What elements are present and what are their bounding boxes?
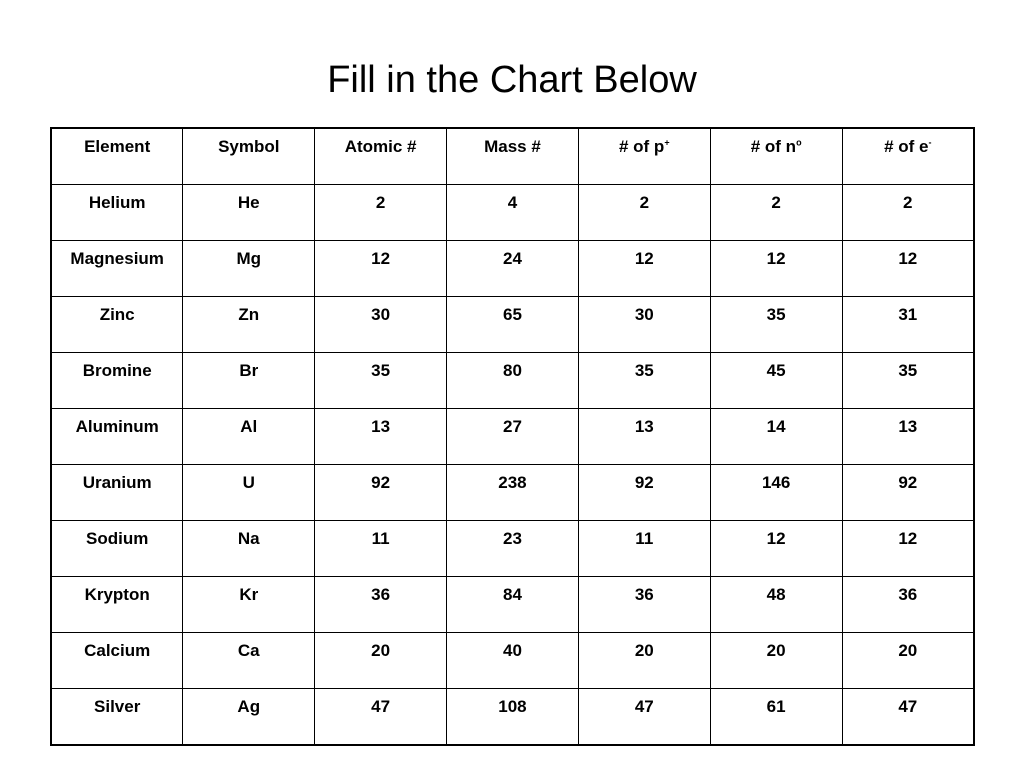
cell-symbol: U [183,465,315,521]
table-row [51,465,974,521]
cell-symbol: Ag [183,689,315,746]
cell-protons: 47 [578,689,710,746]
header-label: Symbol [218,137,280,156]
header-neutrons [710,128,842,185]
cell-element: Zinc [51,297,183,353]
header-label: Atomic # [344,137,417,156]
header-label: Element [84,137,151,156]
header-symbol [183,128,315,185]
cell-element: Sodium [51,521,183,577]
cell-atomic-number: 11 [315,521,447,577]
header-label: Mass # [484,137,541,156]
header-label: # of e [884,137,929,156]
cell-element: Aluminum [51,409,183,465]
cell-atomic-number: 2 [315,185,447,241]
cell-mass-number: 108 [447,689,579,746]
cell-atomic-number: 13 [315,409,447,465]
header-superscript: o [796,137,802,148]
cell-element: Helium [51,185,183,241]
cell-mass-number: 23 [447,521,579,577]
cell-electrons: 12 [842,521,974,577]
cell-protons: 11 [578,521,710,577]
cell-protons: 35 [578,353,710,409]
cell-element: Uranium [51,465,183,521]
cell-atomic-number: 20 [315,633,447,689]
cell-symbol: Ca [183,633,315,689]
cell-neutrons: 48 [710,577,842,633]
cell-symbol: He [183,185,315,241]
cell-symbol: Zn [183,297,315,353]
cell-symbol: Br [183,353,315,409]
cell-neutrons: 2 [710,185,842,241]
header-element [51,128,183,185]
header-superscript: - [928,137,932,148]
cell-element: Calcium [51,633,183,689]
cell-protons: 12 [578,241,710,297]
header-atomic-number [315,128,447,185]
cell-electrons: 36 [842,577,974,633]
cell-neutrons: 12 [710,241,842,297]
cell-protons: 36 [578,577,710,633]
cell-symbol: Na [183,521,315,577]
cell-electrons: 13 [842,409,974,465]
table-row [51,241,974,297]
cell-mass-number: 238 [447,465,579,521]
cell-mass-number: 84 [447,577,579,633]
cell-neutrons: 146 [710,465,842,521]
cell-neutrons: 45 [710,353,842,409]
cell-symbol: Kr [183,577,315,633]
table-row [51,353,974,409]
cell-protons: 2 [578,185,710,241]
cell-atomic-number: 36 [315,577,447,633]
cell-protons: 20 [578,633,710,689]
table-row [51,185,974,241]
cell-symbol: Mg [183,241,315,297]
header-label: # of n [750,137,797,156]
table-row [51,297,974,353]
cell-electrons: 2 [842,185,974,241]
page-title: Fill in the Chart Below [327,59,697,101]
table-body [51,185,974,746]
header-superscript: + [664,137,670,148]
cell-element: Silver [51,689,183,746]
cell-atomic-number: 92 [315,465,447,521]
cell-protons: 13 [578,409,710,465]
cell-mass-number: 24 [447,241,579,297]
cell-electrons: 35 [842,353,974,409]
cell-protons: 92 [578,465,710,521]
header-label: # of p [618,137,665,156]
cell-element: Magnesium [51,241,183,297]
cell-protons: 30 [578,297,710,353]
header-protons [578,128,710,185]
cell-symbol: Al [183,409,315,465]
cell-mass-number: 40 [447,633,579,689]
cell-atomic-number: 47 [315,689,447,746]
cell-neutrons: 12 [710,521,842,577]
table-row [51,409,974,465]
table-row [51,689,974,746]
cell-electrons: 92 [842,465,974,521]
cell-element: Krypton [51,577,183,633]
cell-neutrons: 35 [710,297,842,353]
cell-electrons: 31 [842,297,974,353]
cell-mass-number: 80 [447,353,579,409]
cell-neutrons: 20 [710,633,842,689]
cell-mass-number: 27 [447,409,579,465]
cell-atomic-number: 35 [315,353,447,409]
cell-mass-number: 4 [447,185,579,241]
cell-mass-number: 65 [447,297,579,353]
cell-atomic-number: 30 [315,297,447,353]
cell-element: Bromine [51,353,183,409]
table-row [51,633,974,689]
cell-electrons: 12 [842,241,974,297]
table-row [51,521,974,577]
cell-electrons: 20 [842,633,974,689]
cell-electrons: 47 [842,689,974,746]
table-row [51,577,974,633]
header-mass-number [447,128,579,185]
cell-atomic-number: 12 [315,241,447,297]
element-chart-table [50,127,975,746]
header-electrons [842,128,974,185]
cell-neutrons: 14 [710,409,842,465]
cell-neutrons: 61 [710,689,842,746]
table-header-row [51,128,974,185]
